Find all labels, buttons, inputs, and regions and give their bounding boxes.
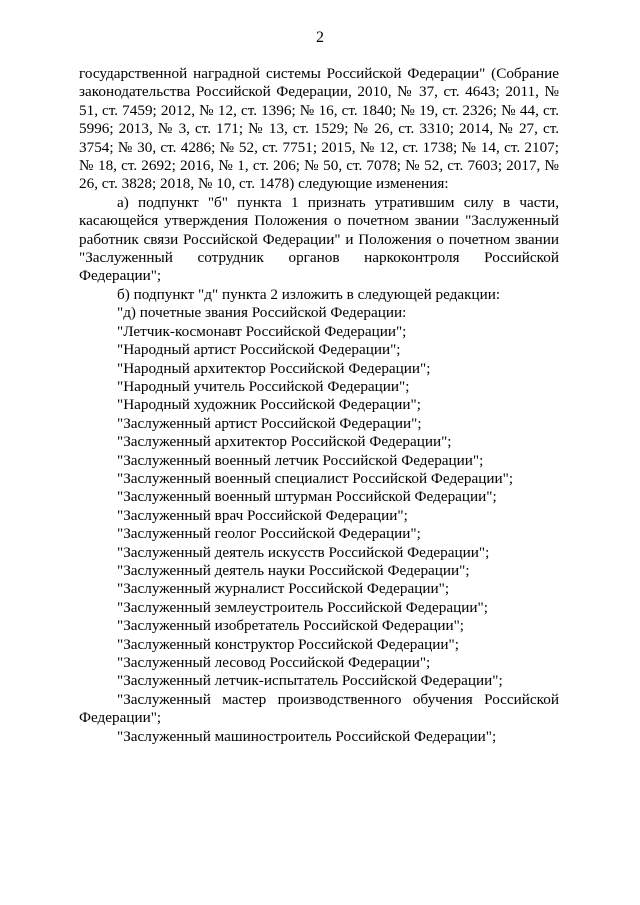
- list-item: "Заслуженный архитектор Российской Федерации";: [117, 433, 452, 451]
- list-item: "Заслуженный изобретатель Российской Федерации";: [117, 617, 465, 635]
- list-item: "Народный архитектор Российской Федерации";: [117, 359, 431, 377]
- list-item: "Народный артист Российской Федерации";: [117, 341, 401, 359]
- list-item: "Заслуженный геолог Российской Федерации";: [117, 525, 421, 543]
- item-b-paragraph: б) подпункт "д" пункта 2 изложить в следующей редакции:: [117, 285, 501, 303]
- list-item: "Заслуженный журналист Российской Федерации";: [117, 580, 450, 598]
- list-item: "Заслуженный военный летчик Российской Федерации";: [117, 451, 484, 469]
- list-item: "Заслуженный военный специалист Российской Федерации";: [117, 469, 514, 487]
- list-item: "Заслуженный мастер производственного обучения Российской Федерации";: [79, 690, 559, 727]
- list-item: "Летчик-космонавт Российской Федерации";: [117, 322, 407, 340]
- document-body: [79, 65, 559, 746]
- honorary-titles-list: [79, 323, 559, 746]
- list-item: "Заслуженный артист Российской Федерации";: [117, 414, 422, 432]
- list-item: "Заслуженный военный штурман Российской Федерации";: [117, 488, 497, 506]
- list-item: "Заслуженный лесовод Российской Федерации";: [117, 654, 431, 671]
- list-item: "Заслуженный врач Российской Федерации";: [117, 506, 408, 524]
- list-item: "Заслуженный машиностроитель Российской Федерации";: [117, 727, 497, 745]
- list-item: "Народный учитель Российской Федерации";: [117, 377, 410, 395]
- list-item: "Заслуженный деятель искусств Российской Федерации";: [117, 543, 490, 561]
- intro-paragraph: государственной наградной системы Российской Федерации" (Собрание законодательства Российской Федерации, 2010, № 37, ст. 4643; 2011, № 51, ст. 7459; 2012, № 12, ст. 1396; № 16, ст. 1840; № 19, ст. 2326; № 44, ст. 5996; 2013, № 3, ст. 171; № 13, ст. 1529; № 26, ст. 3310; 2014, № 27, ст. 3754; № 30, ст. 4286; № 52, ст. 7751; 2015, № 12, ст. 1738; № 14, ст. 2107; № 18, ст. 2692; 2016, № 1, ст. 206; № 50, ст. 7078; № 52, ст. 7603; 2017, № 26, ст. 3828; 2018, № 10, ст. 1478) следующие изменения:: [79, 65, 559, 193]
- list-item: "Народный художник Российской Федерации";: [117, 396, 421, 414]
- list-item: "Заслуженный конструктор Российской Федерации";: [117, 635, 459, 653]
- item-a-paragraph: а) подпункт "б" пункта 1 признать утратившим силу в части, касающейся утверждения Положения о почетном звании "Заслуженный работник связи Российской Федерации" и Положения о почетном звании "Заслуженный сотрудник органов наркоконтроля Российской Федерации";: [79, 193, 559, 285]
- list-item: "Заслуженный летчик-испытатель Российской Федерации";: [117, 672, 503, 690]
- list-item: "Заслуженный землеустроитель Российской Федерации";: [117, 598, 488, 616]
- list-item: "Заслуженный деятель науки Российской Федерации";: [117, 561, 470, 579]
- page-number: 2: [316, 29, 324, 46]
- item-d-heading: "д) почетные звания Российской Федерации:: [117, 304, 407, 322]
